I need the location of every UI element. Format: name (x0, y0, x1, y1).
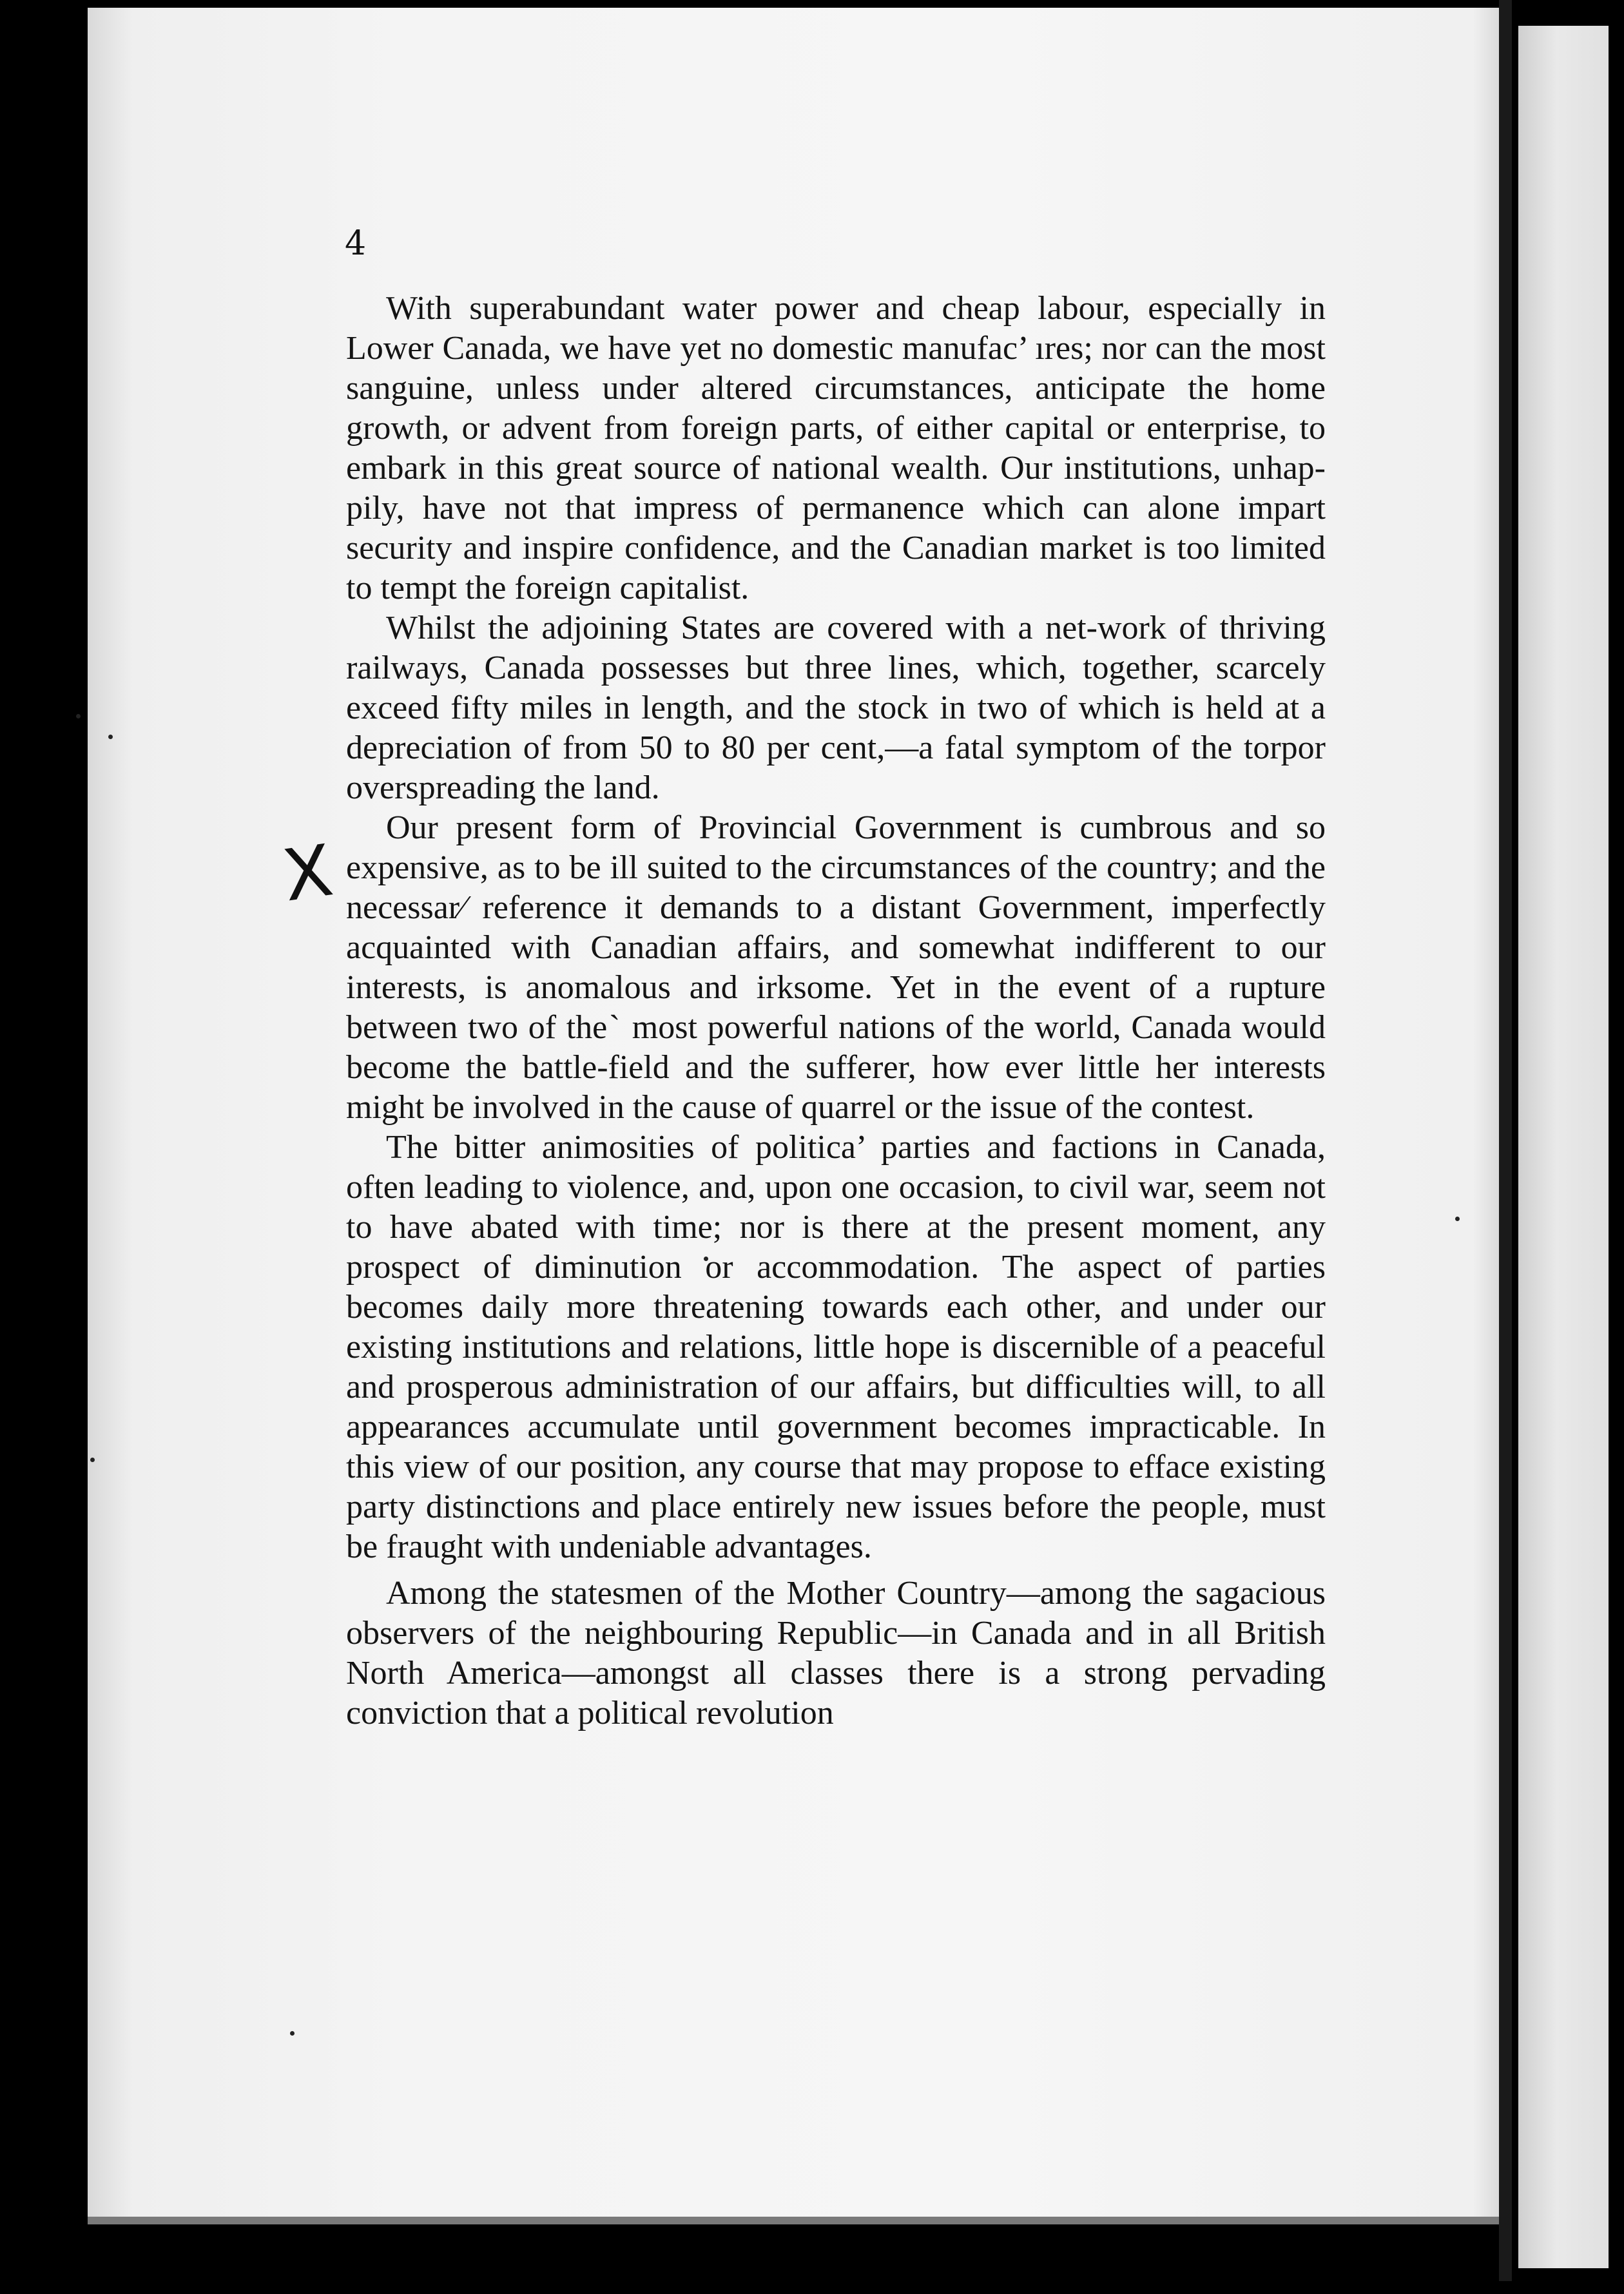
speck (290, 2031, 295, 2036)
paragraph: With superabundant water power and cheap labour, especially in Lower Canada, we have yet no domestic manufac’ ıres; nor can the most sanguine, unless under altered circumstances, anticipate the home growth, or advent from foreign parts, of either capital or enterprise, to embark in this great source of national wealth. Our institutions, unhappily, have not that impress of permanence which can alone impart security and inspire confidence, and the Canadian market is too limited to tempt the foreign capitalist. (346, 290, 1326, 606)
speck (108, 735, 113, 739)
page-fold (1499, 0, 1512, 2281)
page-number: 4 (345, 224, 367, 263)
speck (76, 714, 81, 718)
next-page-strip (1518, 26, 1609, 2268)
paragraph: Our present form of Provincial Government is cumbrous and so expensive, as to be ill suited to the circumstances of the country; and the necessar⁄ reference it demands to a distant Government, imperfectly acquainted with Canadian affairs, and somewhat indifferent to our interests, is anomalous and irksome. Yet in the event of a rupture between two of theˋ most powerful nations of the world, Canada would become the battle-field and the sufferer, how ever little her interests might be involved in the cause of quarrel or the issue of the contest. (346, 809, 1326, 1126)
page-bottom-edge (88, 2217, 1504, 2224)
paragraph: Among the statesmen of the Mother Country—among the sagacious observers of the neighbouring Republic—in Canada and in all British North America—amongst all classes there is a strong pervading conviction that a political revolution (346, 1575, 1326, 1731)
paragraph: The bitter animosities of politica’ parties and factions in Canada, often leading to violence, and, upon one occasion, to civil war, seem not to have abated with time; nor is there at the present moment, any prospect of diminution or accommodation. The aspect of parties becomes daily more threatening towards each other, and under our existing institutions and relations, little hope is discernible of a peaceful and prosperous administration of our affairs, but difficulties will, to all appearances accumulate until government becomes impracticable. In this view of our position, any course that may propose to efface existing party distinctions and place entirely new issues before the people, must be fraught with undeniable advantages. (346, 1129, 1326, 1565)
margin-mark: X (278, 829, 338, 918)
speck (90, 1458, 95, 1462)
speck (1455, 1217, 1460, 1221)
body-text (346, 289, 1326, 1733)
paragraph: Whilst the adjoining States are covered with a net-work of thriving railways, Canada possesses but three lines, which, together, scarcely exceed fifty miles in length, and the stock in two of which is held at a depreciation of from 50 to 80 per cent,—a fatal symptom of the torpor overspreading the land. (346, 610, 1326, 806)
